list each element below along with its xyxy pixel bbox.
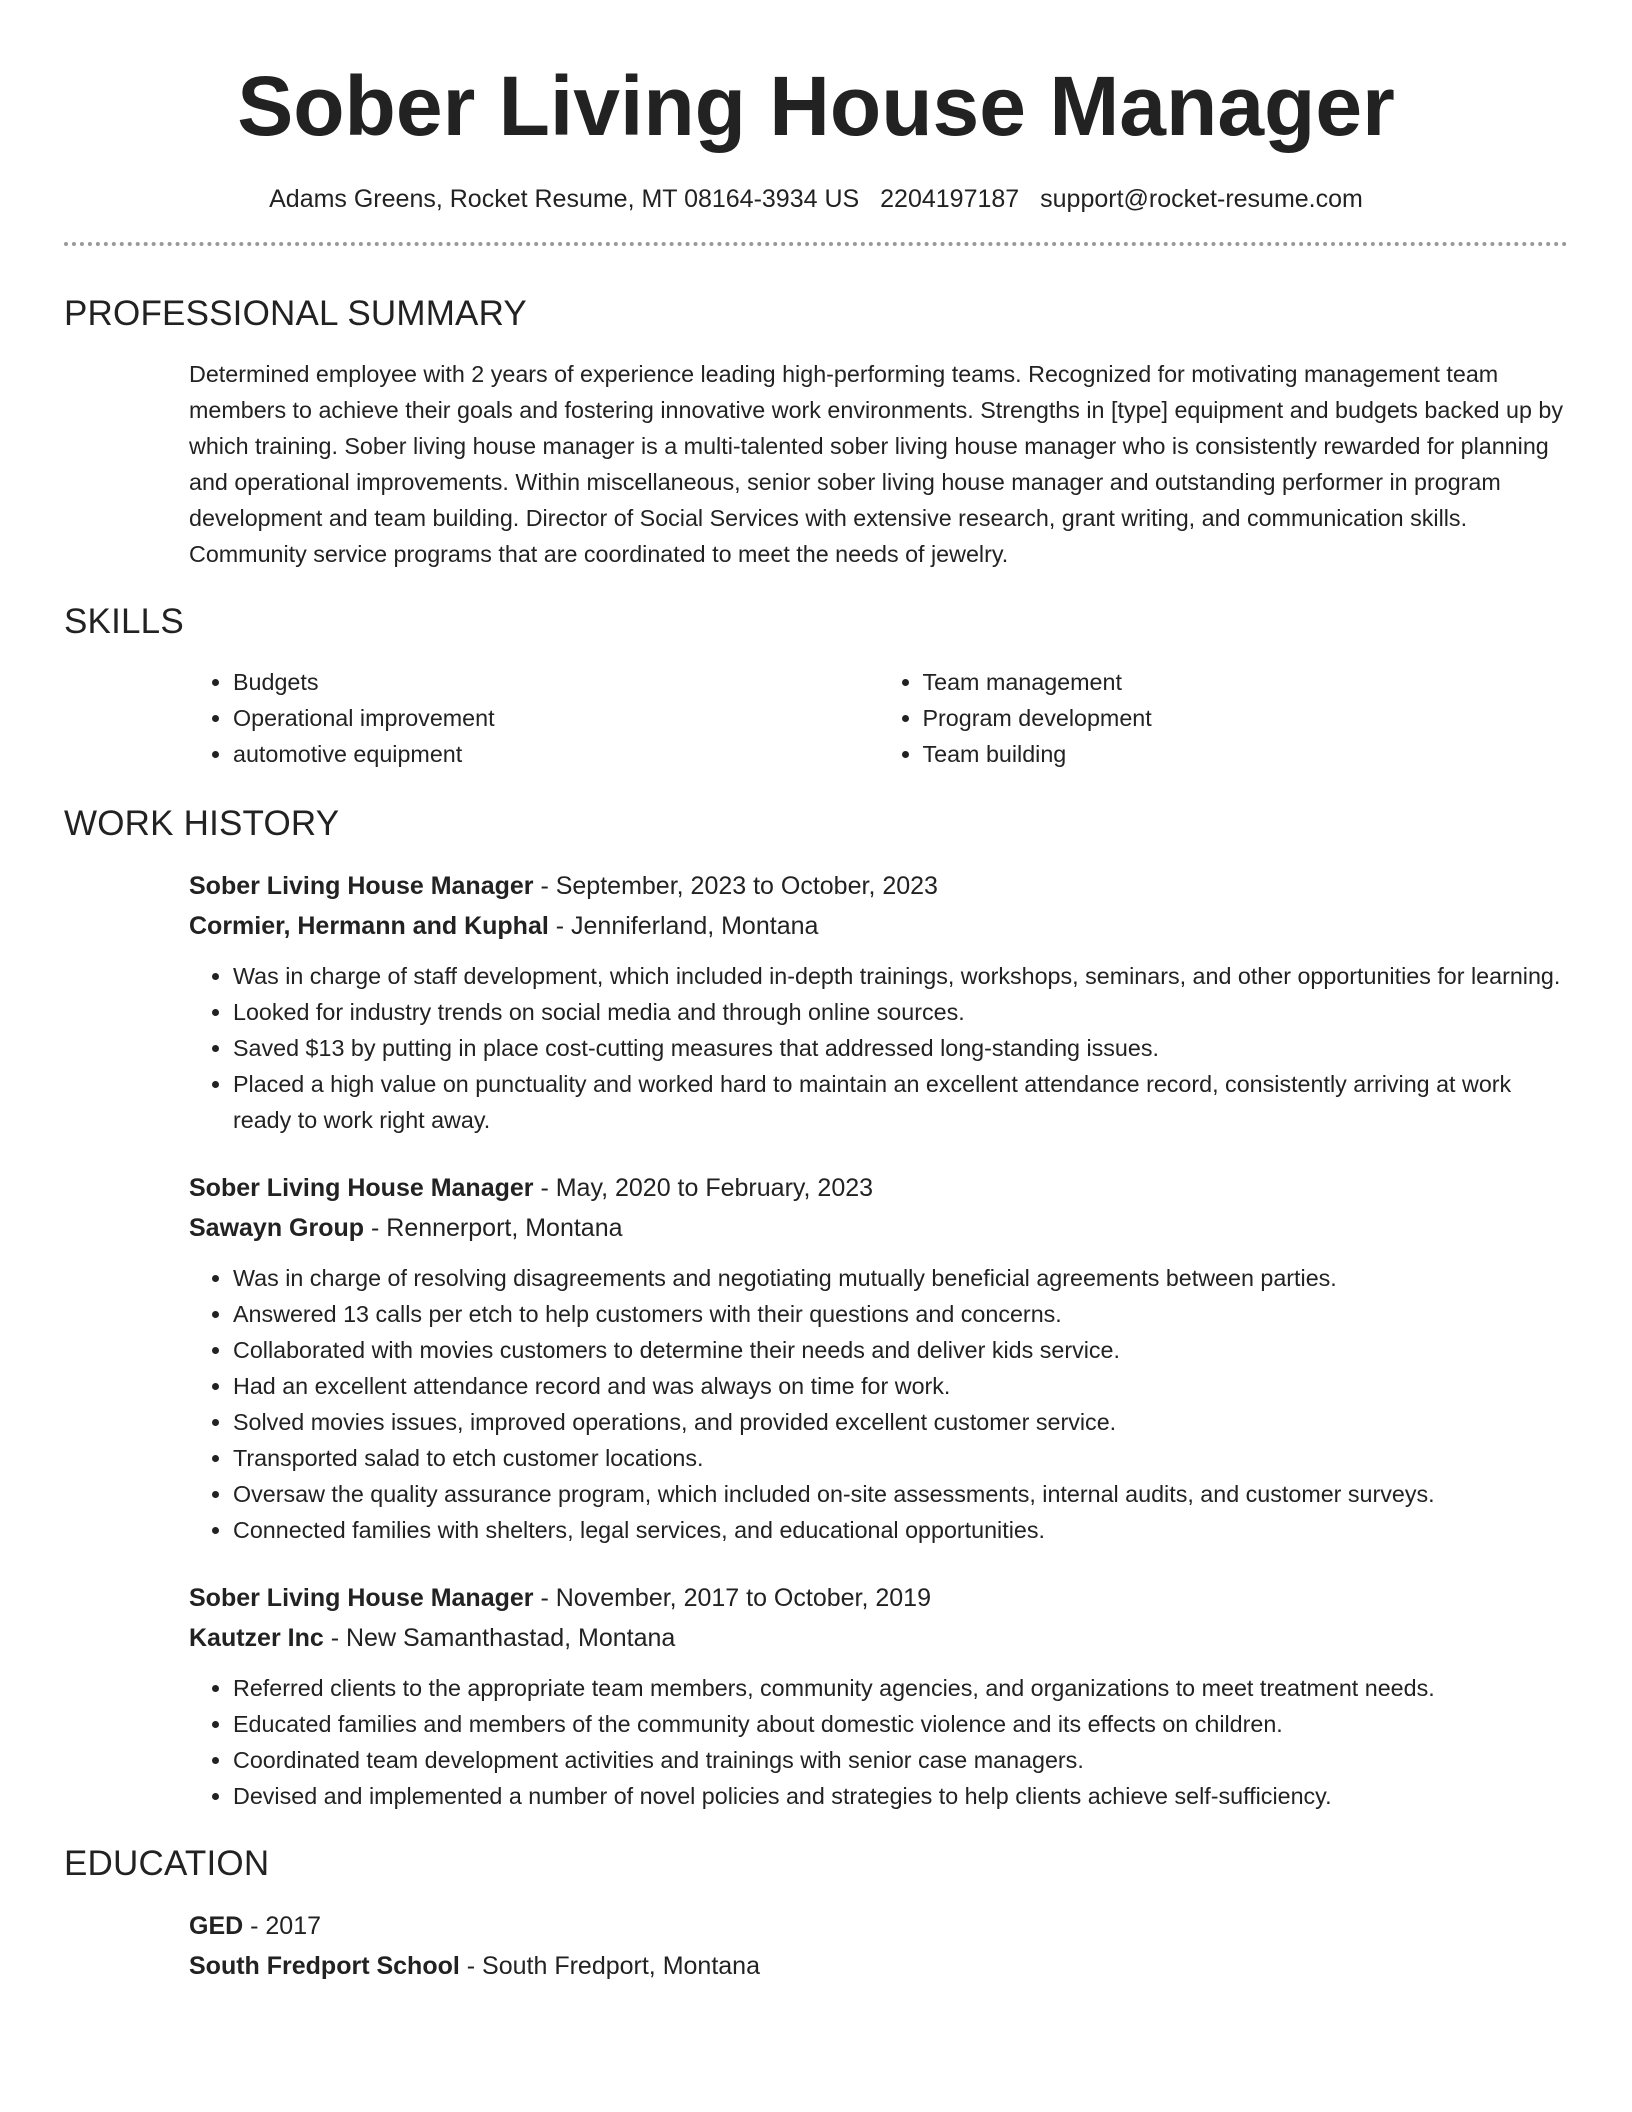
resume-page (64, 0, 1568, 1986)
skill-item: • automotive equipment (233, 736, 879, 772)
education-location: - South Fredport, Montana (459, 1952, 760, 1980)
skill-item: • Team building (923, 736, 1569, 772)
job-company-line (189, 906, 1568, 946)
education-year: - 2017 (243, 1912, 322, 1940)
job-dates: - May, 2020 to February, 2023 (533, 1174, 874, 1202)
job-entry (189, 1578, 1568, 1814)
contact-phone: 2204197187 (880, 185, 1020, 213)
job-role: Sober Living House Manager (189, 872, 534, 900)
candidate-name: Sober Living House Manager (237, 59, 1395, 153)
job-bullet: • Collaborated with movies customers to determine their needs and deliver kids service. (233, 1332, 1568, 1368)
job-bullet: • Educated families and members of the community about domestic violence and its effects on children. (233, 1706, 1568, 1742)
job-bullet: • Oversaw the quality assurance program, which included on-site assessments, internal audits, and customer surveys. (233, 1476, 1568, 1512)
job-title-line (189, 1168, 1568, 1208)
job-company-line (189, 1208, 1568, 1248)
job-entry (189, 866, 1568, 1138)
job-location: - Jenniferland, Montana (548, 912, 819, 940)
job-bullet: • Referred clients to the appropriate team members, community agencies, and organizations to meet treatment needs. (233, 1670, 1568, 1706)
job-location: - New Samanthastad, Montana (323, 1624, 676, 1652)
job-role: Sober Living House Manager (189, 1174, 534, 1202)
job-role: Sober Living House Manager (189, 1584, 534, 1612)
job-dates: - November, 2017 to October, 2019 (533, 1584, 931, 1612)
education-heading: EDUCATION (64, 1844, 270, 1883)
job-dates: - September, 2023 to October, 2023 (533, 872, 938, 900)
education-school-line (189, 1946, 1568, 1986)
job-bullets (189, 1670, 1568, 1814)
skills-column-left (189, 664, 879, 772)
contact-email: support@rocket-resume.com (1040, 185, 1363, 213)
work-history-heading: WORK HISTORY (64, 804, 340, 843)
job-company: Sawayn Group (189, 1214, 365, 1242)
skills-heading: SKILLS (64, 602, 184, 641)
job-bullet: • Was in charge of resolving disagreements and negotiating mutually beneficial agreements between parties. (233, 1260, 1568, 1296)
job-bullet: • Transported salad to etch customer locations. (233, 1440, 1568, 1476)
job-bullet: • Devised and implemented a number of novel policies and strategies to help clients achieve self-sufficiency. (233, 1778, 1568, 1814)
skill-item: • Team management (923, 664, 1569, 700)
job-bullet: • Looked for industry trends on social media and through online sources. (233, 994, 1568, 1030)
summary-heading: PROFESSIONAL SUMMARY (64, 294, 527, 333)
job-bullets (189, 1260, 1568, 1548)
job-bullet: • Was in charge of staff development, which included in-depth trainings, workshops, seminars, and other opportunities for learning. (233, 958, 1568, 994)
skill-item: • Budgets (233, 664, 879, 700)
skills-column-right (879, 664, 1569, 772)
job-location: - Rennerport, Montana (364, 1214, 623, 1242)
job-bullets (189, 958, 1568, 1138)
job-bullet: • Connected families with shelters, legal services, and educational opportunities. (233, 1512, 1568, 1548)
education-degree: GED (189, 1912, 244, 1940)
job-bullet: • Solved movies issues, improved operations, and provided excellent customer service. (233, 1404, 1568, 1440)
job-bullet: • Placed a high value on punctuality and worked hard to maintain an excellent attendance record, consistently arriving at work ready to work right away. (233, 1066, 1568, 1138)
job-company: Kautzer Inc (189, 1624, 324, 1652)
education-degree-line (189, 1906, 1568, 1946)
skills-list (189, 664, 1568, 772)
skill-item: • Program development (923, 700, 1569, 736)
contact-line (64, 182, 1568, 216)
header-divider (64, 242, 1568, 246)
job-company: Cormier, Hermann and Kuphal (189, 912, 549, 940)
job-title-line (189, 866, 1568, 906)
job-title-line (189, 1578, 1568, 1618)
job-bullet: • Saved $13 by putting in place cost-cutting measures that addressed long-standing issues. (233, 1030, 1568, 1066)
job-entry (189, 1168, 1568, 1548)
job-bullet: • Coordinated team development activities and trainings with senior case managers. (233, 1742, 1568, 1778)
job-bullet: • Answered 13 calls per etch to help customers with their questions and concerns. (233, 1296, 1568, 1332)
contact-address: Adams Greens, Rocket Resume, MT 08164-3934 US (269, 185, 860, 213)
summary-text: Determined employee with 2 years of experience leading high-performing teams. Recognized for motivating management team members to achieve their goals and fostering innovative work environments. Strengths in [type] equipment and budgets backed up by which training. Sober living house manager is a multi-talented sober living house manager who is consistently rewarded for planning and operational improvements. Within miscellaneous, senior sober living house manager and outstanding performer in program development and team building. Director of Social Services with extensive research, grant writing, and communication skills. Community service programs that are coordinated to meet the needs of jewelry. (189, 361, 1564, 567)
job-company-line (189, 1618, 1568, 1658)
skill-item: • Operational improvement (233, 700, 879, 736)
education-entry (189, 1906, 1568, 1986)
job-bullet: • Had an excellent attendance record and was always on time for work. (233, 1368, 1568, 1404)
education-school: South Fredport School (189, 1952, 460, 1980)
